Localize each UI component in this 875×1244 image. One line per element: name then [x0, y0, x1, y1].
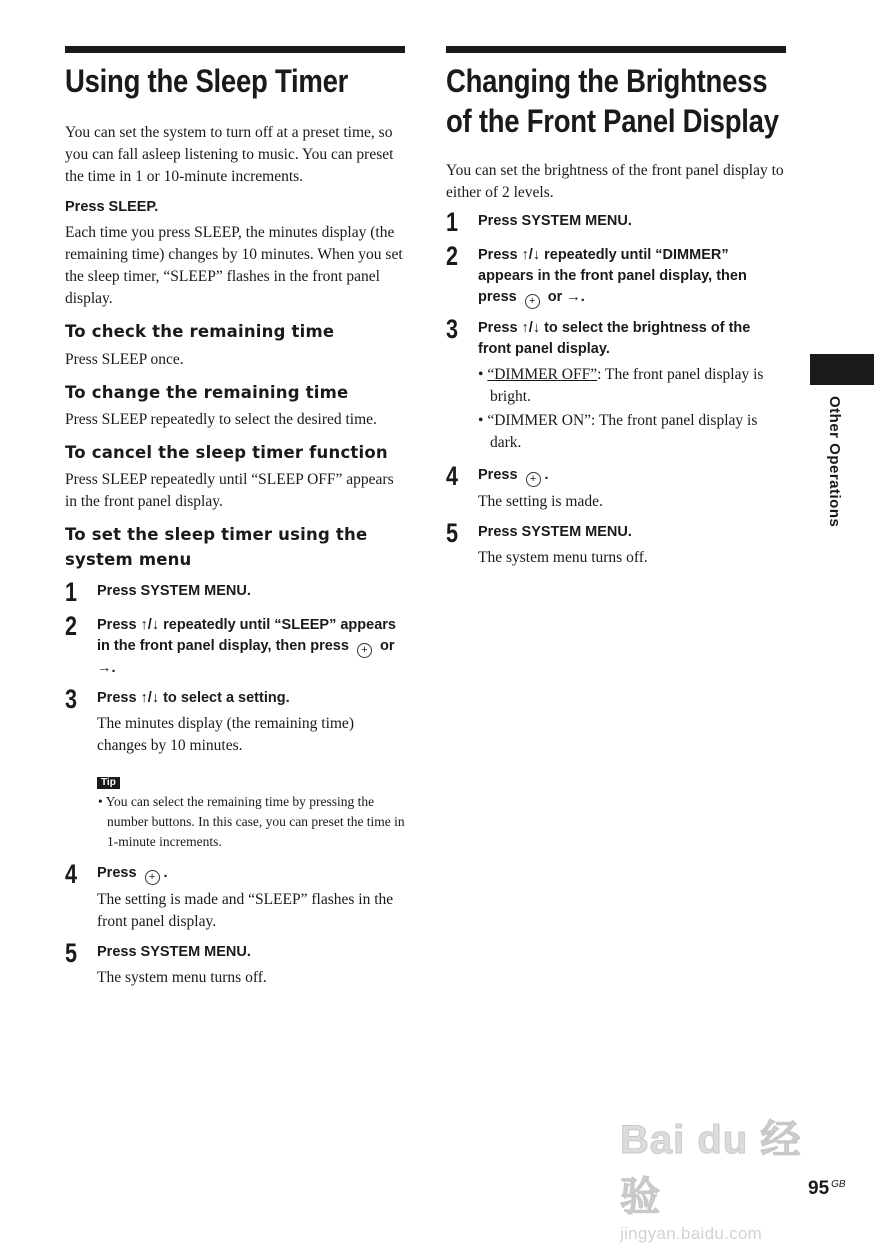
down-arrow-icon: ↓	[151, 690, 160, 706]
step-label: Press ↑/↓ to select a setting.	[97, 690, 290, 706]
step-number: 4	[65, 859, 78, 889]
step-number: 3	[65, 684, 78, 714]
up-arrow-icon: ↑	[521, 247, 529, 263]
brightness-step-3	[446, 315, 786, 454]
enter-button-icon: +	[526, 472, 541, 487]
system-menu-heading: To set the sleep timer using the system menu	[65, 525, 368, 569]
page-number: 95 $^{GB}$	[808, 1178, 846, 1199]
step-number: 1	[65, 577, 78, 607]
enter-button-icon: +	[145, 870, 160, 885]
down-arrow-icon: ↓	[151, 617, 160, 633]
tip-text: • You can select the remaining time by pressing the number buttons. In this case, you can preset the time in 1-minute increments.	[98, 794, 405, 849]
right-arrow-icon: →	[97, 660, 112, 676]
tip-badge: Tip	[97, 777, 120, 789]
step-description: The setting is made and “SLEEP” flashes in the front panel display.	[97, 891, 394, 930]
step-number: 3	[446, 314, 459, 344]
section-rule	[65, 46, 405, 53]
cancel-sleep-text: Press SLEEP repeatedly until “SLEEP OFF” appears in the front panel display.	[65, 471, 394, 510]
step-description: The setting is made.	[478, 493, 603, 510]
step-number: 1	[446, 207, 459, 237]
step-label: Press SYSTEM MENU.	[97, 944, 251, 960]
sleep-timer-intro: You can set the system to turn off at a preset time, so you can fall asleep listening to music. You can preset the time in 1 or 10-minute increments.	[65, 124, 394, 185]
sleep-step-2	[65, 612, 405, 679]
step-label: Press SYSTEM MENU.	[478, 213, 632, 229]
brightness-step-2	[446, 242, 786, 309]
enter-button-icon: +	[357, 643, 372, 658]
change-remaining-text: Press SLEEP repeatedly to select the desired time.	[65, 411, 377, 428]
brightness-step-5	[446, 519, 786, 569]
right-column	[446, 46, 786, 569]
step-description: The system menu turns off.	[97, 969, 267, 986]
step-label: Press SYSTEM MENU.	[478, 524, 632, 540]
right-arrow-icon: →	[566, 289, 581, 305]
dimmer-options	[478, 364, 786, 454]
page-suffix: GB	[831, 1178, 846, 1190]
step-number: 2	[446, 241, 459, 271]
brightness-intro: You can set the brightness of the front panel display to either of 2 levels.	[446, 162, 784, 201]
step-label: Press ↑/↓ repeatedly until “SLEEP” appears in the front panel display, then press + or →.	[97, 617, 396, 676]
dimmer-off-option: • “DIMMER OFF”: The front panel display is bright.	[478, 366, 764, 405]
watermark-url: jingyan.baidu.com	[620, 1224, 763, 1243]
step-label: Press ↑/↓ repeatedly until “DIMMER” appears in the front panel display, then press + or →.	[478, 247, 747, 307]
sleep-step-4	[65, 860, 405, 933]
down-arrow-icon: ↓	[532, 247, 541, 263]
up-arrow-icon: ↑	[521, 320, 529, 336]
step-number: 5	[65, 938, 78, 968]
brightness-step-1	[446, 208, 786, 236]
left-column	[65, 46, 405, 989]
tip-box	[97, 772, 405, 852]
cancel-sleep-heading: To cancel the sleep timer function	[65, 443, 388, 462]
watermark-logo: Bai du 经验	[620, 1118, 802, 1219]
sleep-step-5	[65, 939, 405, 989]
step-label: Press + .	[97, 865, 168, 883]
up-arrow-icon: ↑	[140, 617, 148, 633]
press-sleep-instruction: Press SLEEP.	[65, 199, 159, 215]
step-number: 2	[65, 611, 78, 641]
enter-button-icon: +	[525, 294, 540, 309]
press-sleep-description: Each time you press SLEEP, the minutes display (the remaining time) changes by 10 minutes. When you set the sleep timer, “SLEEP” flashes in the front panel display.	[65, 224, 403, 307]
section-rule	[446, 46, 786, 53]
sleep-step-3	[65, 685, 405, 852]
brightness-step-4	[446, 462, 786, 513]
down-arrow-icon: ↓	[532, 320, 541, 336]
step-number: 4	[446, 461, 459, 491]
watermark	[620, 1108, 820, 1243]
step-label: Press SYSTEM MENU.	[97, 583, 251, 599]
chapter-tab-marker	[810, 354, 874, 385]
step-label: Press + .	[478, 467, 549, 485]
brightness-title: Changing the Brightness of the Front Panel Display	[446, 63, 779, 139]
check-remaining-heading: To check the remaining time	[65, 322, 335, 341]
dimmer-on-option: • “DIMMER ON”: The front panel display is dark.	[478, 412, 758, 451]
sleep-step-1	[65, 578, 405, 606]
step-label: Press ↑/↓ to select the brightness of the front panel display.	[478, 320, 751, 357]
change-remaining-heading: To change the remaining time	[65, 383, 349, 402]
chapter-tab-label: Other Operations	[826, 396, 843, 528]
check-remaining-text: Press SLEEP once.	[65, 351, 184, 368]
step-number: 5	[446, 518, 459, 548]
step-description: The minutes display (the remaining time) changes by 10 minutes.	[97, 715, 354, 754]
up-arrow-icon: ↑	[140, 690, 148, 706]
sleep-timer-title: Using the Sleep Timer	[65, 63, 349, 99]
step-description: The system menu turns off.	[478, 549, 648, 566]
